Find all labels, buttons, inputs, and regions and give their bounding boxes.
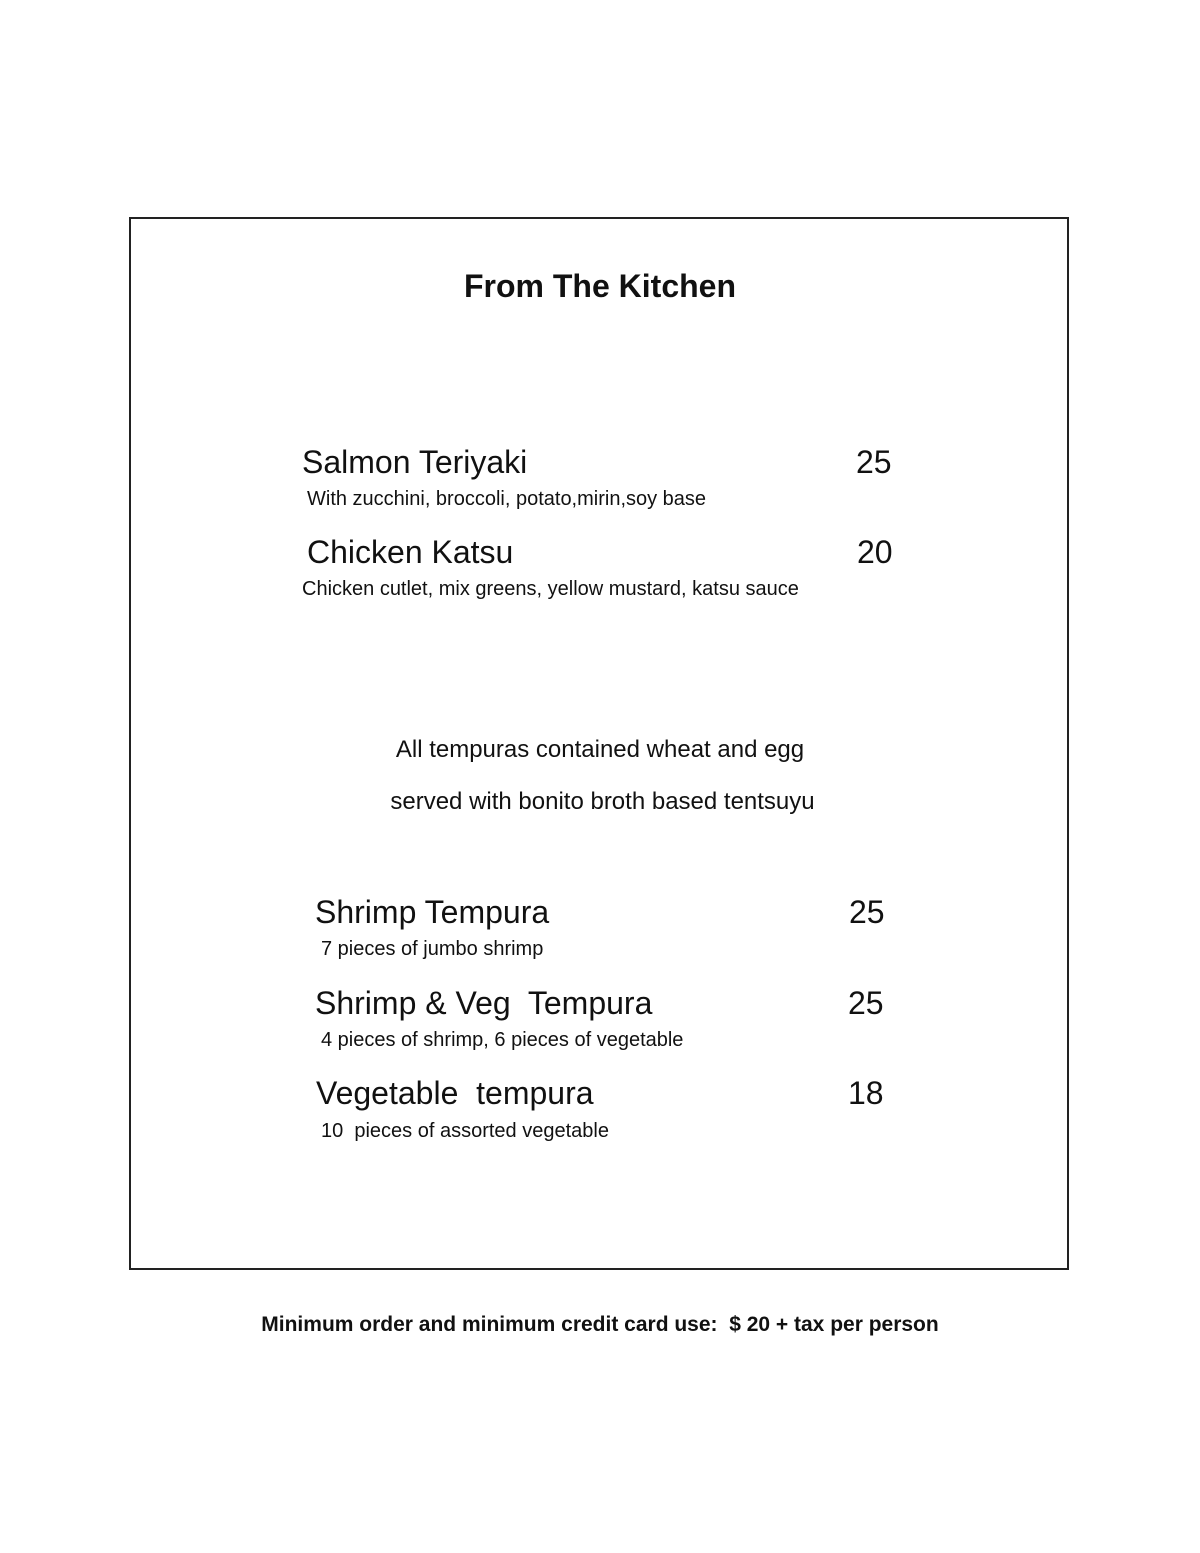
menu-title: From The Kitchen [463,268,736,304]
tempura-broth-note: served with bonito broth based tentsuyu [390,788,815,815]
tempura-allergen-note: All tempuras contained wheat and egg [395,736,805,763]
menu-item-price: 25 [856,444,892,480]
menu-item-description: 4 pieces of shrimp, 6 pieces of vegetable [321,1029,684,1051]
menu-item-description: 7 pieces of jumbo shrimp [321,938,544,960]
menu-item-name: Shrimp & Veg Tempura [315,985,653,1021]
menu-item-name: Vegetable tempura [316,1075,594,1111]
menu-item-price: 20 [857,534,893,570]
menu-item-price: 25 [848,985,884,1021]
menu-item-price: 25 [849,894,885,930]
menu-item-price: 18 [848,1075,884,1111]
menu-item-name: Shrimp Tempura [315,894,550,930]
menu-item-description: Chicken cutlet, mix greens, yellow mustard, katsu sauce [302,578,799,600]
menu-item-description: 10 pieces of assorted vegetable [321,1120,609,1142]
menu-item-description: With zucchini, broccoli, potato,mirin,soy base [307,488,707,510]
menu-item-name: Chicken Katsu [307,534,514,570]
menu-item-name: Salmon Teriyaki [302,444,528,480]
minimum-order-notice: Minimum order and minimum credit card use: $ 20 + tax per person [261,1313,939,1336]
